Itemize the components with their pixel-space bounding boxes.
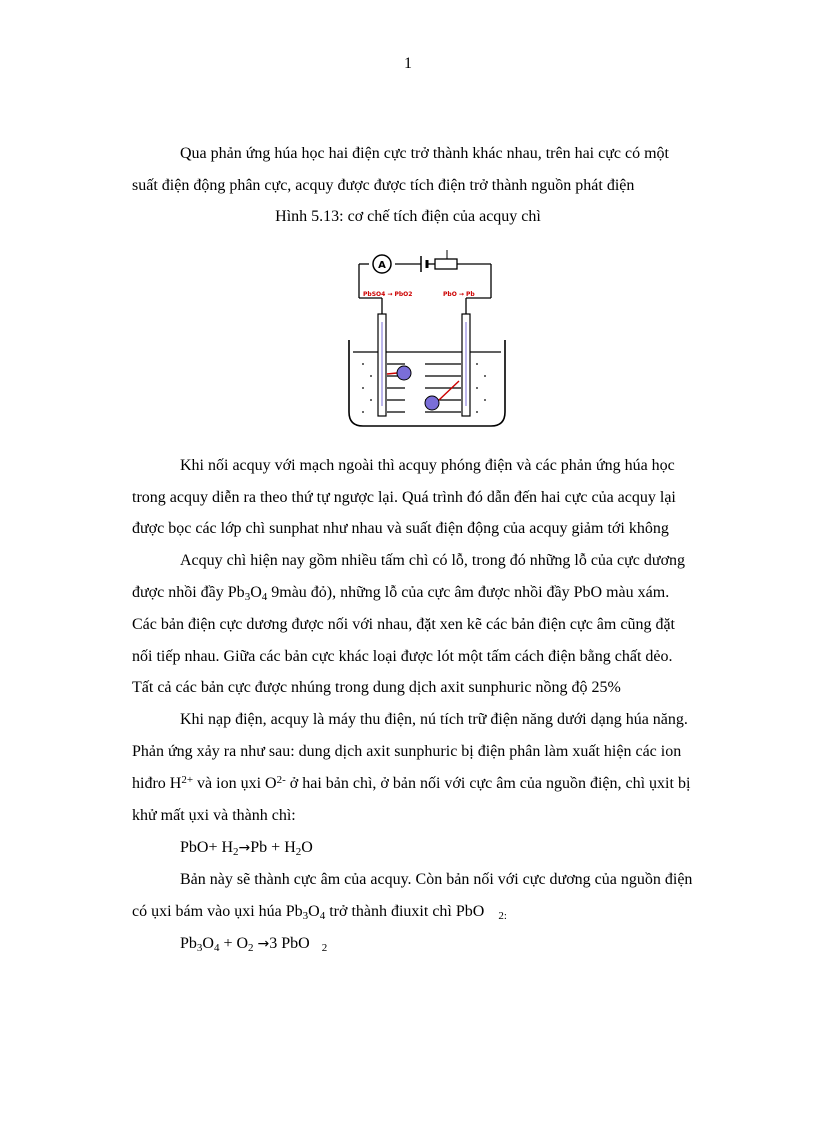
discharge-line-1: Khi nối acquy với mạch ngoài thì acquy phóng điện và các phản ứng húa học: [180, 457, 675, 474]
ion-path-left: [387, 373, 397, 374]
structure-line-3: Các bản điện cực dương được nối với nhau, đặt xen kẽ các bản điện cực âm cũng đặt: [132, 616, 675, 633]
reaction-arrow-icon: →: [257, 936, 270, 952]
charge-line-2: Phản ứng xảy ra như sau: dung dịch axit sunphuric bị điện phân làm xuất hiện các ion: [132, 743, 682, 760]
electrolyte-tank: [349, 340, 505, 426]
charge-line-4: khử mất ụxi và thành chì:: [132, 807, 296, 824]
charge-line-1: Khi nạp điện, acquy là máy thu điện, nú tích trữ điện năng dưới dạng húa năng.: [180, 711, 688, 728]
discharge-line-2: trong acquy diễn ra theo thứ tự ngược lại. Quá trình đó dẫn đến hai cực của acquy lại: [132, 489, 676, 506]
charge-line-3: hiđro $H^{2+}$ và ion ụxi $O^{2-}$ ở hai bản chì, ở bản nối với cực âm của nguồn điện, chì ụxit bị: [132, 774, 691, 792]
anode-line-1: Bản này sẽ thành cực âm của acquy. Còn bản nối với cực dương của nguồn điện: [180, 871, 693, 888]
anode-line-2: có ụxi bám vào ụxi húa $Pb_3O_4$ trở thành điuxit chì PbO $_{2:}$: [132, 903, 507, 922]
equation-1: $PbO+ H_2\to Pb + H_2O$: [180, 839, 313, 858]
structure-line-4: nối tiếp nhau. Giữa các bản cực khác loại được lót một tấm cách điện bằng chất dẻo.: [132, 648, 673, 665]
equation-2: $Pb_3O_4 + O_2 \to 3$ PbO $_2$: [180, 935, 328, 954]
ion-path-right: [439, 381, 459, 400]
structure-line-2: được nhồi đầy $Pb_3O_4$ 9màu đỏ), những lỗ của cực âm được nhồi đầy PbO màu xám.: [132, 584, 670, 603]
intro-line-2: suất điện động phân cực, acquy được được tích điện trở thành nguồn phát điện: [132, 177, 635, 194]
structure-line-5: Tất cả các bản cực được nhúng trong dung dịch axit sunphuric nồng độ 25%: [132, 679, 621, 696]
discharge-line-3: được bọc các lớp chì sunphat như nhau và suất điện động của acquy giảm tới không: [132, 520, 669, 537]
ion-particle-lower: [425, 396, 439, 410]
figure-caption: Hình 5.13: cơ chế tích điện của acquy chì: [275, 208, 541, 225]
resistor-icon: [435, 259, 457, 269]
ammeter-label: A: [378, 260, 386, 271]
intro-line-1: Qua phản ứng húa học hai điện cực trở thành khác nhau, trên hai cực có một: [180, 145, 669, 162]
structure-line-1: Acquy chì hiện nay gồm nhiều tấm chì có lỗ, trong đó những lỗ của cực dương: [180, 552, 686, 569]
battery-charging-diagram: [343, 246, 511, 430]
ion-particle-upper: [397, 366, 411, 380]
reaction-label-right: PbO → Pb: [443, 291, 475, 298]
reaction-label-left: PbSO4 → PbO2: [363, 291, 413, 298]
page-number: 1: [404, 55, 412, 72]
reaction-arrow-icon: →: [238, 840, 251, 856]
